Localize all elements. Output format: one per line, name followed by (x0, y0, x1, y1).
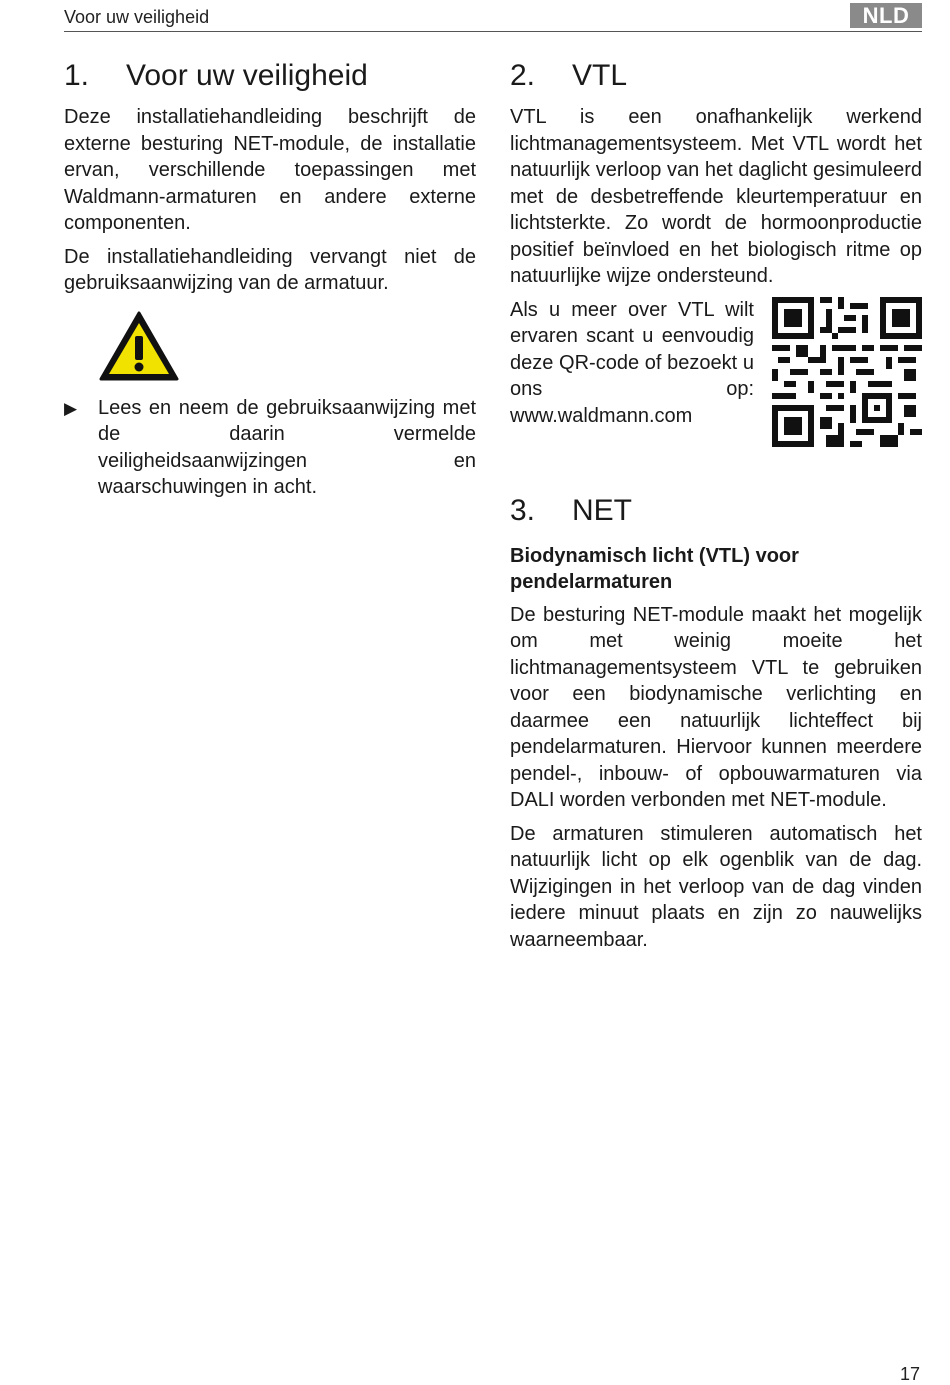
section-3 (510, 493, 922, 954)
section-1-heading (64, 58, 476, 94)
section-1-number: 1. (64, 59, 90, 92)
safety-instruction (64, 395, 476, 508)
instruction-text: Lees en neem de gebruiksaanwijzing met de daarin vermelde veiligheidsaanwijzingen en waarschuwingen in acht. (98, 396, 476, 498)
section-3-subtitle: Biodynamisch licht (VTL) voor pendelarmaturen (510, 544, 799, 593)
section-3-paragraph-1: De besturing NET-module maakt het mogelijk om met weinig moeite het lichtmanagementsysteem VTL te gebruiken voor een biodynamische verlichting en daarmee een natuurlijk lichteffect bij pendelarmaturen. Hiervoor kunnen meerdere pendel-, inbouw- of opbouwarmaturen via DALI worden verbonden met NET-module. (510, 603, 922, 811)
section-2-number: 2. (510, 59, 536, 92)
page-number: 17 (900, 1364, 921, 1384)
section-1-title: Voor uw veiligheid (126, 59, 368, 92)
qr-text: Als u meer over VTL wilt ervaren scant u eenvoudig deze QR-code of bezoekt u ons op: www.waldmann.com (510, 298, 754, 427)
section-3-paragraph-2: De armaturen stimuleren automatisch het natuurlijk licht op elk ogenblik van de dag. Wijzigingen in het verloop van de dag vinden iedere minuut plaats en zijn zo nauwelijks waarneembaar. (510, 822, 922, 951)
qr-code-icon[interactable] (772, 297, 922, 447)
section-2-heading (510, 58, 922, 94)
running-title: Voor uw veiligheid (64, 7, 210, 27)
right-column (510, 58, 922, 960)
header-rule (64, 31, 922, 32)
section-1-paragraph-2: De installatiehandleiding vervangt niet de gebruiksaanwijzing van de armatuur. (64, 245, 476, 294)
language-badge: NLD (850, 3, 922, 28)
section-2-title: VTL (572, 59, 628, 92)
arrow-right-icon: ▶ (64, 398, 78, 418)
section-2-paragraph-1: VTL is een onafhankelijk werkend lichtmanagementsysteem. Met VTL wordt het natuurlijk verloop van het daglicht gesimuleerd met de desbetreffende kleurtemperatuur en lichtsterkte. Zo wordt de hormoonproductie positief beïnvloed en het biologisch ritme op natuurlijke wijze ondersteund. (510, 106, 922, 287)
section-3-title: NET (572, 493, 632, 527)
section-3-heading (510, 493, 922, 529)
left-column (64, 58, 476, 508)
section-3-number: 3. (510, 493, 536, 527)
warning-triangle-icon (98, 310, 180, 382)
section-1-paragraph-1: Deze installatiehandleiding beschrijft de externe besturing NET-module, de installatie ervan, verschillende toepassingen met Waldmann-armaturen en andere externe componenten. (64, 106, 476, 234)
qr-block (510, 297, 922, 447)
